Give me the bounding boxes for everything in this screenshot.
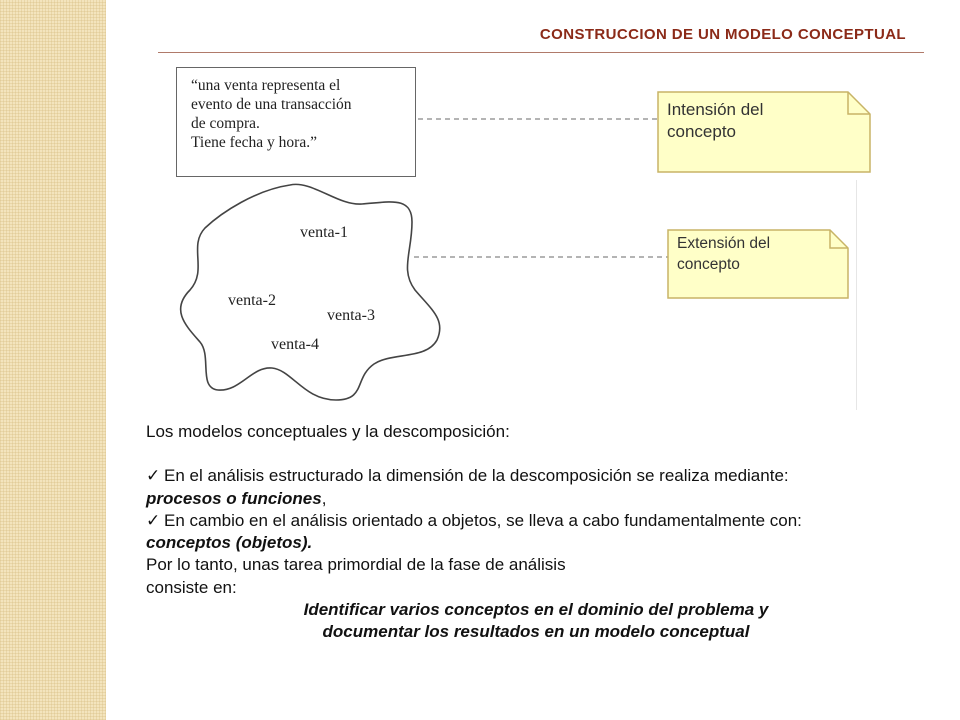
intension-note-line: concepto — [667, 122, 736, 141]
instance-label-venta-3: venta-3 — [327, 307, 375, 324]
extension-note-line: concepto — [677, 256, 740, 273]
bullet-text: En cambio en el análisis orientado a objetos, se lleva a cabo fundamentalmente con: — [164, 510, 802, 530]
bullet-text: En el análisis estructurado la dimensión de la descomposición se realiza mediante: — [164, 466, 789, 486]
definition-line: de compra. — [191, 115, 260, 132]
definition-line: evento de una transacción — [191, 96, 352, 113]
bullet-emphasis: conceptos (objetos). — [146, 533, 313, 553]
definition-line: Tiene fecha y hora.” — [191, 134, 317, 151]
concept-definition-box — [176, 67, 416, 177]
instance-label-venta-2: venta-2 — [228, 292, 276, 309]
instance-label-venta-4: venta-4 — [271, 336, 319, 353]
extension-note-line: Extensión del — [677, 235, 771, 252]
blank-line — [146, 443, 906, 465]
slide-body — [146, 421, 906, 644]
instance-label-venta-1: venta-1 — [300, 224, 348, 241]
bullet-structured-emphasis — [146, 488, 906, 510]
bullet-object-oriented — [146, 510, 906, 532]
conclusion-line: consiste en: — [146, 577, 237, 597]
bullet-emphasis: procesos o funciones — [146, 488, 322, 508]
instances-blob — [181, 184, 440, 400]
bullet-object-oriented-emphasis — [146, 532, 906, 554]
diagram-edge-line — [856, 180, 857, 410]
check-icon: ✓ — [146, 466, 161, 486]
bullet-structured — [146, 465, 906, 487]
conclusion-line: Por lo tanto, unas tarea primordial de la fase de análisis — [146, 555, 566, 575]
definition-line: “una venta representa el — [191, 77, 341, 94]
check-icon: ✓ — [146, 510, 161, 530]
intension-note-line: Intensión del — [667, 100, 764, 119]
emphasis-line: documentar los resultados en un modelo conceptual — [322, 622, 750, 642]
extension-note-label — [677, 233, 770, 275]
slide-title: CONSTRUCCION DE UN MODELO CONCEPTUAL — [539, 26, 906, 43]
intension-note-label — [667, 99, 763, 143]
intro-line: Los modelos conceptuales y la descomposición: — [146, 422, 510, 441]
emphasis-line: Identificar varios conceptos en el dominio del problema y — [303, 600, 769, 620]
bullet-tail: , — [321, 488, 327, 508]
